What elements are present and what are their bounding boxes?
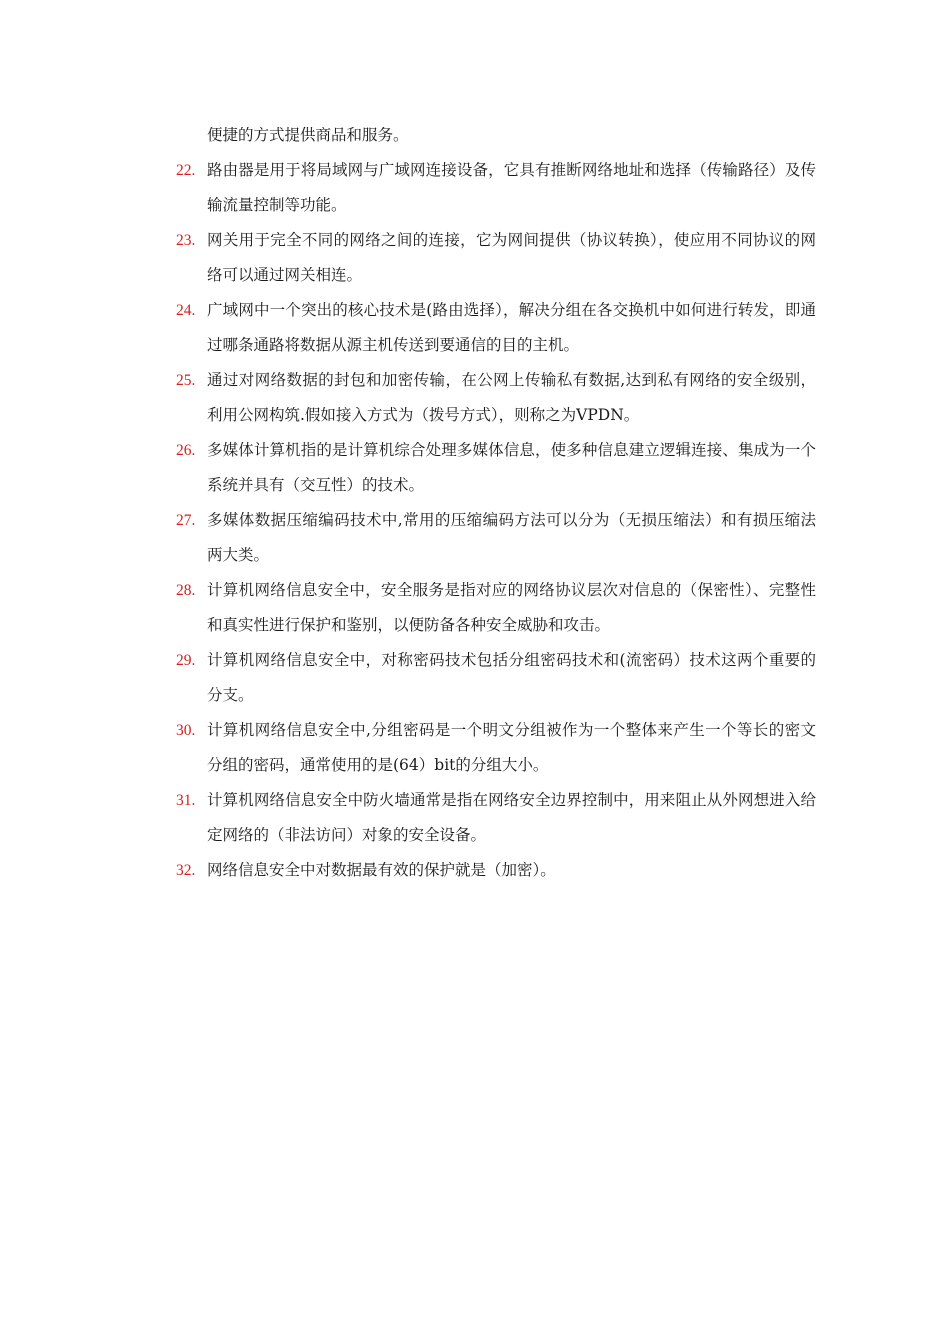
item-text: 通过对网络数据的封包和加密传输，在公网上传输私有数据,达到私有网络的安全级别，利用公网构筑.假如接入方式为（拨号方式），则称之为VPDN。 [207,371,816,424]
item-text: 计算机网络信息安全中防火墙通常是指在网络安全边界控制中，用来阻止从外网想进入给定网络的（非法访问）对象的安全设备。 [207,791,816,844]
list-item [176,573,816,643]
item-text: 网络信息安全中对数据最有效的保护就是（加密）。 [207,861,556,879]
item-number: 29. [176,652,196,669]
list-item [176,853,816,888]
item-text: 计算机网络信息安全中，对称密码技术包括分组密码技术和(流密码）技术这两个重要的分支。 [207,651,816,704]
item-number: 26. [176,442,196,459]
list-item [176,433,816,503]
item-number: 23. [176,232,196,249]
item-text: 路由器是用于将局域网与广域网连接设备，它具有推断网络地址和选择（传输路径）及传输流量控制等功能。 [207,161,816,214]
list-item [176,503,816,573]
item-text: 广域网中一个突出的核心技术是(路由选择），解决分组在各交换机中如何进行转发，即通过哪条通路将数据从源主机传送到要通信的目的主机。 [207,301,816,354]
list-item [176,293,816,363]
item-number: 28. [176,582,196,599]
item-number: 31. [176,792,196,809]
item-number: 22. [176,162,196,179]
item-text: 多媒体数据压缩编码技术中,常用的压缩编码方法可以分为（无损压缩法）和有损压缩法两大类。 [207,511,816,564]
list-item [176,783,816,853]
list-item [176,153,816,223]
item-text: 计算机网络信息安全中,分组密码是一个明文分组被作为一个整体来产生一个等长的密文分组的密码，通常使用的是(64）bit的分组大小。 [207,721,816,774]
item-text: 多媒体计算机指的是计算机综合处理多媒体信息，使多种信息建立逻辑连接、集成为一个系统并具有（交互性）的技术。 [207,441,816,494]
list-item [176,713,816,783]
list-item [176,363,816,433]
document-body [176,118,816,888]
list-item [176,223,816,293]
item-number: 24. [176,302,196,319]
item-text: 计算机网络信息安全中，安全服务是指对应的网络协议层次对信息的（保密性）、完整性和真实性进行保护和鉴别，以便防备各种安全威胁和攻击。 [207,581,816,634]
item-number: 30. [176,722,196,739]
item-number: 25. [176,372,196,389]
item-number: 32. [176,862,196,879]
list-item [176,643,816,713]
item-number: 27. [176,512,196,529]
item-text: 网关用于完全不同的网络之间的连接，它为网间提供（协议转换），使应用不同协议的网络可以通过网关相连。 [207,231,816,284]
continuation-line: 便捷的方式提供商品和服务。 [207,126,409,144]
